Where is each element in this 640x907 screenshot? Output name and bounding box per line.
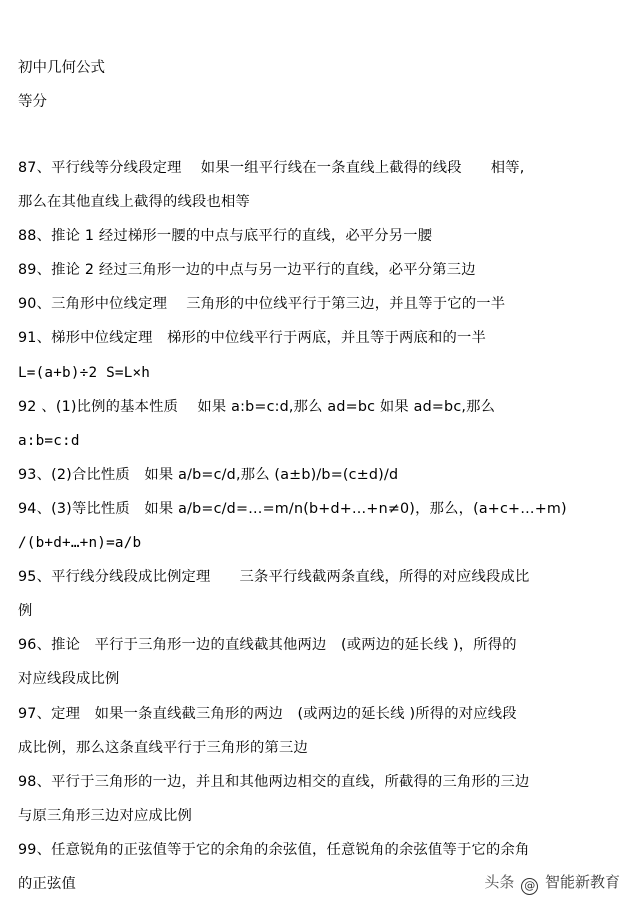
watermark-prefix: 头条 [484,873,515,891]
watermark-author: 智能新教育 [544,873,620,891]
text-line: 的正弦值 [18,875,76,892]
formula-line: a:b=c:d [18,432,80,449]
text-line: 成比例，那么这条直线平行于三角形的第三边 [18,739,308,756]
at-icon: @ [521,878,538,895]
text-line: 99、任意锐角的正弦值等于它的余角的余弦值，任意锐角的余弦值等于它的余角 [18,841,530,858]
text-line: 那么在其他直线上截得的线段也相等 [18,194,250,211]
watermark [484,871,620,895]
text-line: 对应线段成比例 [18,671,120,688]
text-line: 89、推论 2 经过三角形一边的中点与另一边平行的直线，必平分第三边 [18,262,476,279]
text-line: 93、(2)合比性质 如果 a/b=c/d,那么 (a±b)/b=(c±d)/d [18,466,399,483]
section-heading: 等分 [18,94,47,110]
document-title: 初中几何公式 [18,60,105,76]
formula-list [18,157,624,907]
text-line: 91、梯形中位线定理 梯形的中位线平行于两底，并且等于两底和的一半 [18,330,486,347]
text-line: 例 [18,603,33,620]
text-line: 96、推论 平行于三角形一边的直线截其他两边 (或两边的延长线 )，所得的 [18,637,517,654]
formula-line: /(b+d+…+n)=a/b [18,535,142,552]
text-line: 与原三角形三边对应成比例 [18,807,192,824]
text-line: 87、平行线等分线段定理 如果一组平行线在一条直线上截得的线段 相等, [18,160,525,176]
text-line: 95、平行线分线段成比例定理 三条平行线截两条直线，所得的对应线段成比 [18,569,530,586]
text-line: 98、平行于三角形的一边，并且和其他两边相交的直线，所截得的三角形的三边 [18,773,530,790]
text-line: 92 、(1)比例的基本性质 如果 a:b=c:d,那么 ad=bc 如果 ad=bc,那么 [18,398,496,415]
formula-line: L=(a+b)÷2 S=L×h [18,364,151,381]
text-line: 88、推论 1 经过梯形一腰的中点与底平行的直线，必平分另一腰 [18,228,433,245]
text-line: 90、三角形中位线定理 三角形的中位线平行于第三边，并且等于它的一半 [18,296,506,313]
text-line: 97、定理 如果一条直线截三角形的两边 (或两边的延长线 )所得的对应线段 [18,705,517,722]
text-line: 94、(3)等比性质 如果 a/b=c/d=…=m/n(b+d+…+n≠0)，那么，(a+c+…+m) [18,500,567,517]
